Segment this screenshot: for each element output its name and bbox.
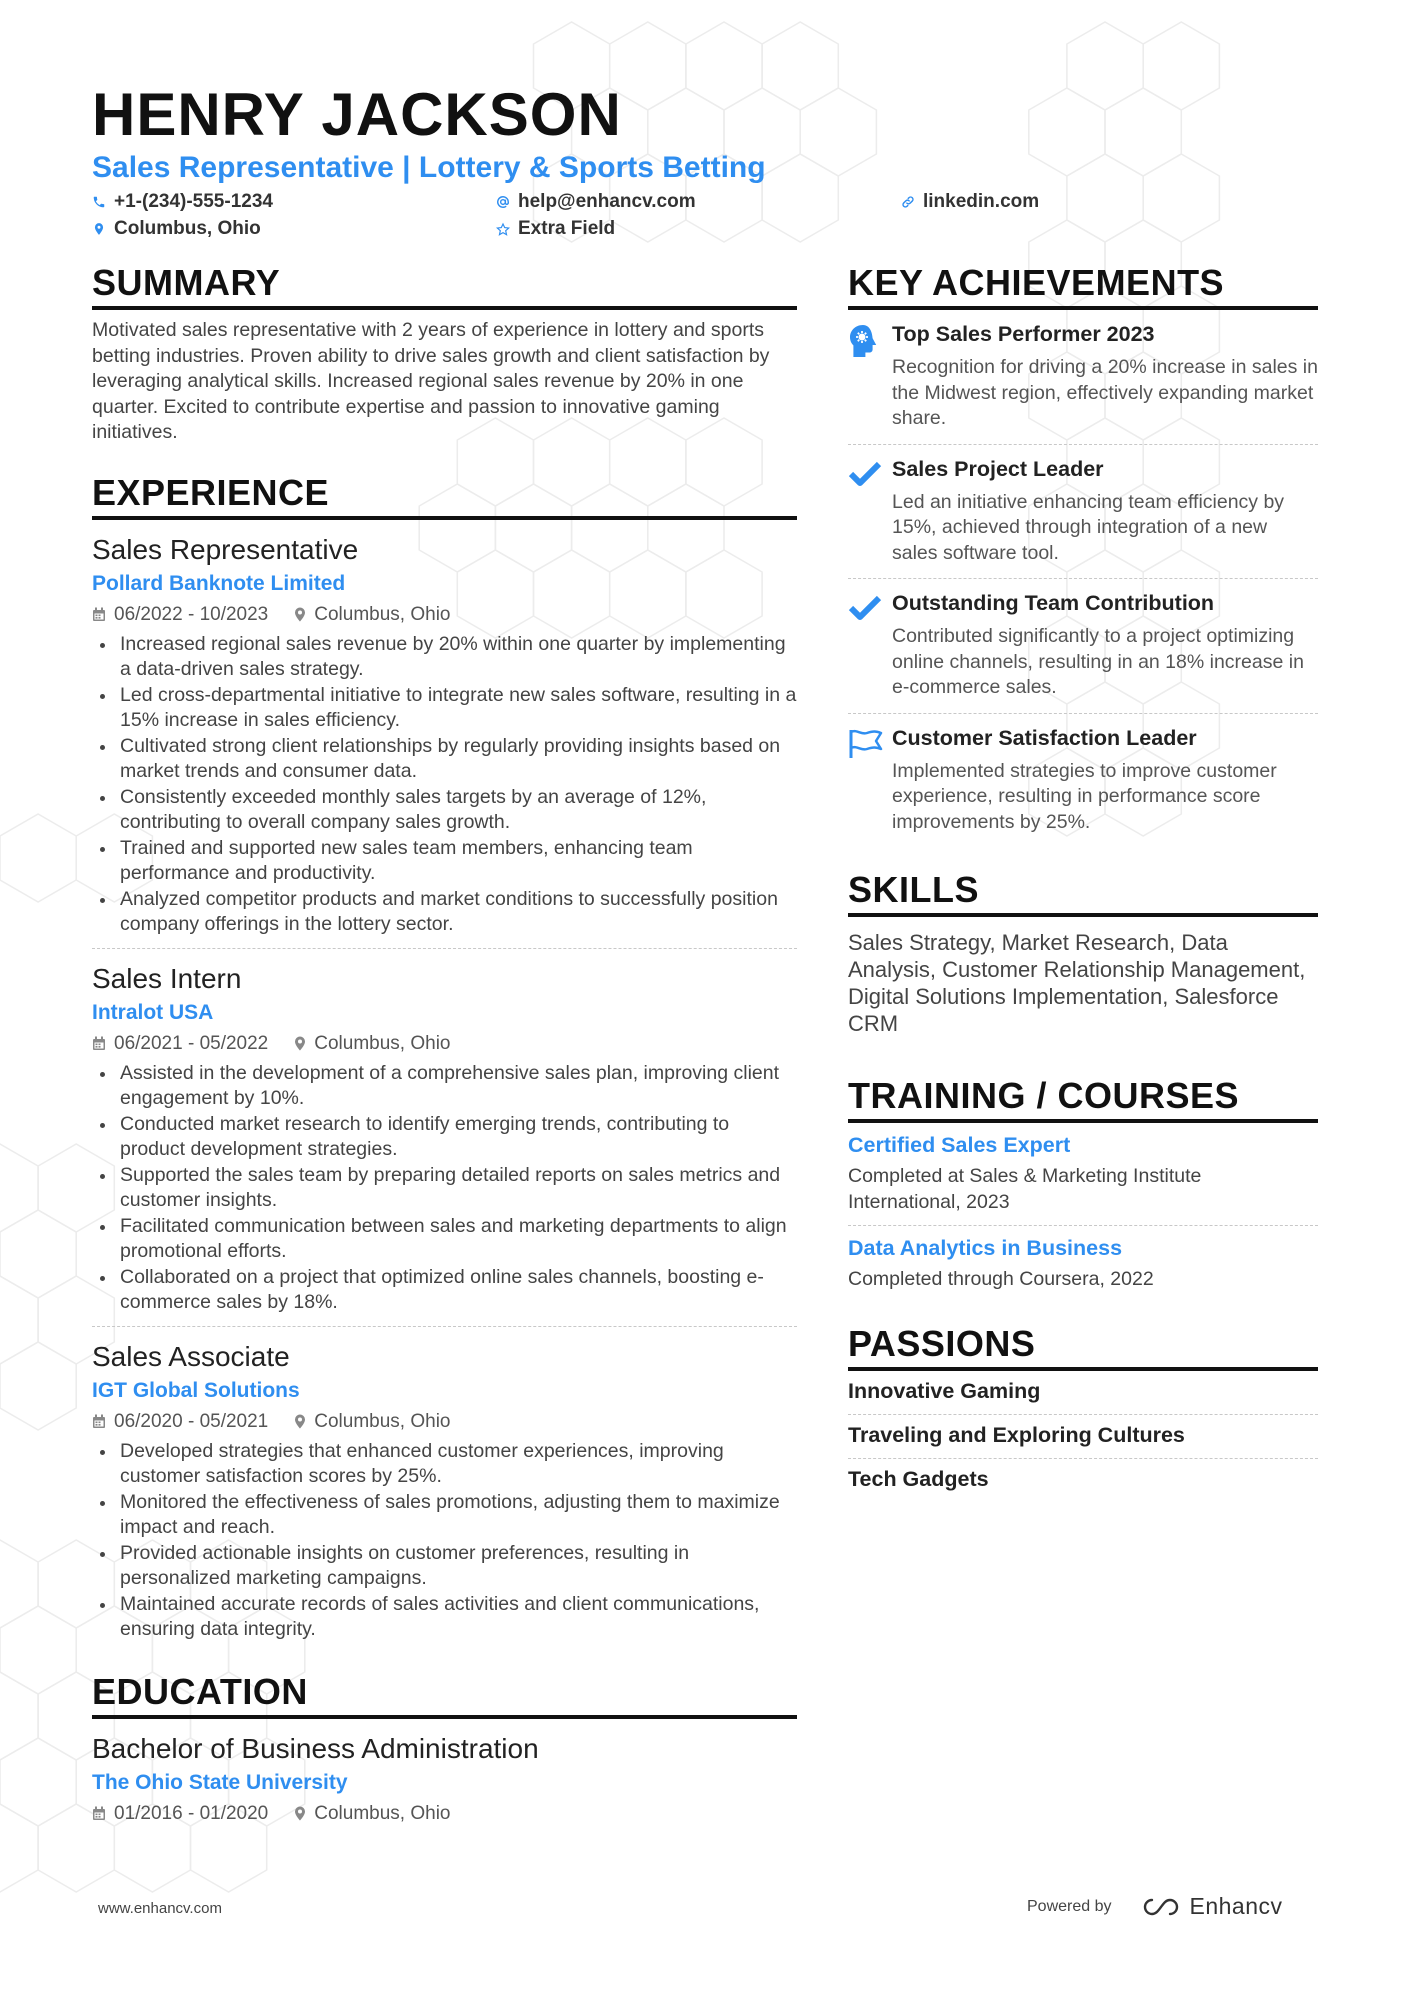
linkedin-text: linkedin.com <box>923 191 1040 212</box>
calendar-icon <box>92 1414 106 1429</box>
school-name[interactable]: The Ohio State University <box>92 1770 348 1794</box>
flag-icon <box>848 726 892 836</box>
passions-heading: PASSIONS <box>848 1323 1318 1371</box>
passion-item: Innovative Gaming <box>848 1371 1318 1415</box>
course-title[interactable]: Certified Sales Expert <box>848 1133 1071 1157</box>
passion-item: Tech Gadgets <box>848 1466 989 1491</box>
achievement-item <box>848 314 1318 445</box>
contact-linkedin[interactable] <box>901 191 1039 213</box>
star-icon <box>496 222 510 236</box>
bullet-item: Maintained accurate records of sales activities and client communications, ensuring data integrity. <box>92 1592 797 1643</box>
contact-extra <box>496 218 615 240</box>
phone-text: +1-(234)-555-1234 <box>114 191 273 212</box>
map-pin-icon <box>294 1806 306 1821</box>
experience-entry <box>92 1341 797 1643</box>
phone-icon <box>92 195 106 209</box>
experience-entry <box>92 534 797 949</box>
job-location: Columbus, Ohio <box>314 1032 451 1054</box>
achievement-title: Outstanding Team Contribution <box>892 591 1215 615</box>
skills-heading: SKILLS <box>848 869 1318 917</box>
contact-phone[interactable] <box>92 191 273 213</box>
education-section <box>92 1671 797 1825</box>
map-pin-icon <box>92 222 106 236</box>
bullet-item: Increased regional sales revenue by 20% within one quarter by implementing a data-driven sales strategy. <box>92 632 797 683</box>
bullet-item: Cultivated strong client relationships by regularly providing insights based on market trends and consumer data. <box>92 734 797 785</box>
summary-heading: SUMMARY <box>92 262 797 310</box>
passions-section <box>848 1323 1318 1502</box>
education-dates: 01/2016 - 01/2020 <box>114 1802 269 1824</box>
skills-section <box>848 869 1318 1037</box>
bullet-item: Conducted market research to identify emerging trends, contributing to product development strategies. <box>92 1112 797 1163</box>
bullet-item: Assisted in the development of a comprehensive sales plan, improving client engagement by 10%. <box>92 1061 797 1112</box>
job-location: Columbus, Ohio <box>314 1410 451 1432</box>
passion-item: Traveling and Exploring Cultures <box>848 1415 1318 1459</box>
course-item <box>848 1226 1318 1293</box>
achievement-title: Top Sales Performer 2023 <box>892 322 1155 346</box>
job-title: Sales Representative <box>92 533 359 565</box>
bullet-item: Analyzed competitor products and market conditions to successfully position company offerings in the lottery sector. <box>92 887 797 938</box>
location-text: Columbus, Ohio <box>114 218 261 239</box>
calendar-icon <box>92 607 106 622</box>
job-title: Sales Intern <box>92 962 242 994</box>
map-pin-icon <box>294 1414 306 1429</box>
achievement-desc: Recognition for driving a 20% increase in sales in the Midwest region, effectively expanding market share. <box>892 356 1318 429</box>
experience-heading: EXPERIENCE <box>92 472 797 520</box>
achievements-section <box>848 262 1318 847</box>
skills-text: Sales Strategy, Market Research, Data Analysis, Customer Relationship Management, Digital Solutions Implementation, Salesforce CRM <box>848 930 1306 1036</box>
experience-entry <box>92 963 797 1327</box>
degree-title: Bachelor of Business Administration <box>92 1732 539 1764</box>
job-bullets <box>92 1061 797 1316</box>
training-heading: TRAINING / COURSES <box>848 1075 1318 1123</box>
achievement-body <box>892 726 1318 836</box>
brand-name: Enhancv <box>1189 1893 1283 1919</box>
enhancv-logo-icon <box>1138 1896 1184 1918</box>
education-meta <box>92 1803 797 1825</box>
calendar-icon <box>92 1806 106 1821</box>
achievement-item <box>848 449 1318 580</box>
company-name[interactable]: IGT Global Solutions <box>92 1378 300 1402</box>
job-dates: 06/2022 - 10/2023 <box>114 603 269 625</box>
achievement-desc: Contributed significantly to a project optimizing online channels, resulting in an 18% increase in e-commerce sales. <box>892 625 1304 698</box>
calendar-icon <box>92 1036 106 1051</box>
bullet-item: Led cross-departmental initiative to integrate new sales software, resulting in a 15% increase in sales efficiency. <box>92 683 797 734</box>
achievement-title: Customer Satisfaction Leader <box>892 725 1197 750</box>
footer-powered-by[interactable] <box>1027 1893 1283 1920</box>
education-heading: EDUCATION <box>92 1671 797 1719</box>
training-section <box>848 1075 1318 1293</box>
candidate-headline: Sales Representative | Lottery & Sports Betting <box>92 151 766 184</box>
job-dates: 06/2020 - 05/2021 <box>114 1410 269 1432</box>
course-item <box>848 1123 1318 1226</box>
extra-field-text: Extra Field <box>518 218 616 239</box>
right-column <box>848 262 1318 1502</box>
achievements-heading: KEY ACHIEVEMENTS <box>848 262 1318 310</box>
bullet-item: Collaborated on a project that optimized online sales channels, boosting e-commerce sales by 18%. <box>92 1265 797 1316</box>
achievement-body <box>892 322 1318 432</box>
education-location: Columbus, Ohio <box>314 1802 451 1824</box>
achievement-body <box>892 457 1318 567</box>
map-pin-icon <box>294 607 306 622</box>
summary-text: Motivated sales representative with 2 years of experience in lottery and sports betting industries. Proven ability to drive sales growth and client satisfaction by leveraging analytical skills. Increased regional sales revenue by 20% in one quarter. Excited to contribute expertise and passion to innovative gaming initiatives. <box>92 319 770 443</box>
bullet-item: Developed strategies that enhanced customer experiences, improving customer satisfaction scores by 25%. <box>92 1439 797 1490</box>
job-bullets <box>92 632 797 938</box>
map-pin-icon <box>294 1036 306 1051</box>
course-title[interactable]: Data Analytics in Business <box>848 1236 1123 1260</box>
bullet-item: Facilitated communication between sales and marketing departments to align promotional efforts. <box>92 1214 797 1265</box>
achievement-desc: Led an initiative enhancing team efficiency by 15%, achieved through integration of a new sales software tool. <box>892 490 1285 564</box>
bullet-item: Monitored the effectiveness of sales promotions, adjusting them to maximize impact and reach. <box>92 1490 797 1541</box>
job-meta <box>92 1411 797 1433</box>
job-location: Columbus, Ohio <box>314 603 451 625</box>
achievement-title: Sales Project Leader <box>892 456 1104 481</box>
footer-website[interactable]: www.enhancv.com <box>98 1900 222 1917</box>
experience-section <box>92 472 797 1643</box>
link-icon <box>901 195 915 209</box>
contact-location <box>92 218 261 240</box>
job-bullets <box>92 1439 797 1643</box>
job-dates: 06/2021 - 05/2022 <box>114 1032 269 1054</box>
check-icon <box>848 457 892 567</box>
job-title: Sales Associate <box>92 1340 290 1372</box>
course-desc: Completed at Sales & Marketing Institute International, 2023 <box>848 1165 1202 1213</box>
course-desc: Completed through Coursera, 2022 <box>848 1268 1154 1290</box>
job-meta <box>92 604 797 626</box>
email-text: help@enhancv.com <box>518 191 696 212</box>
achievement-item <box>848 718 1318 848</box>
achievement-desc: Implemented strategies to improve customer experience, resulting in performance score improvements by 25%. <box>892 759 1277 833</box>
bullet-item: Trained and supported new sales team members, enhancing team performance and productivity. <box>92 836 797 887</box>
bullet-item: Consistently exceeded monthly sales targets by an average of 12%, contributing to overall company sales growth. <box>92 785 797 836</box>
achievement-body <box>892 591 1318 701</box>
summary-section <box>92 262 797 446</box>
job-meta <box>92 1033 797 1055</box>
candidate-name: HENRY JACKSON <box>92 81 622 148</box>
head-icon <box>848 322 892 432</box>
bullet-item: Supported the sales team by preparing detailed reports on sales metrics and customer insights. <box>92 1163 797 1214</box>
achievement-item <box>848 583 1318 714</box>
powered-by-text: Powered by <box>1027 1897 1112 1915</box>
left-column <box>92 262 797 1825</box>
contact-email[interactable] <box>496 191 696 213</box>
company-name[interactable]: Pollard Banknote Limited <box>92 571 346 595</box>
bullet-item: Provided actionable insights on customer preferences, resulting in personalized marketing campaigns. <box>92 1541 797 1592</box>
check-icon <box>848 591 892 701</box>
at-icon <box>496 195 510 209</box>
company-name[interactable]: Intralot USA <box>92 1000 214 1024</box>
